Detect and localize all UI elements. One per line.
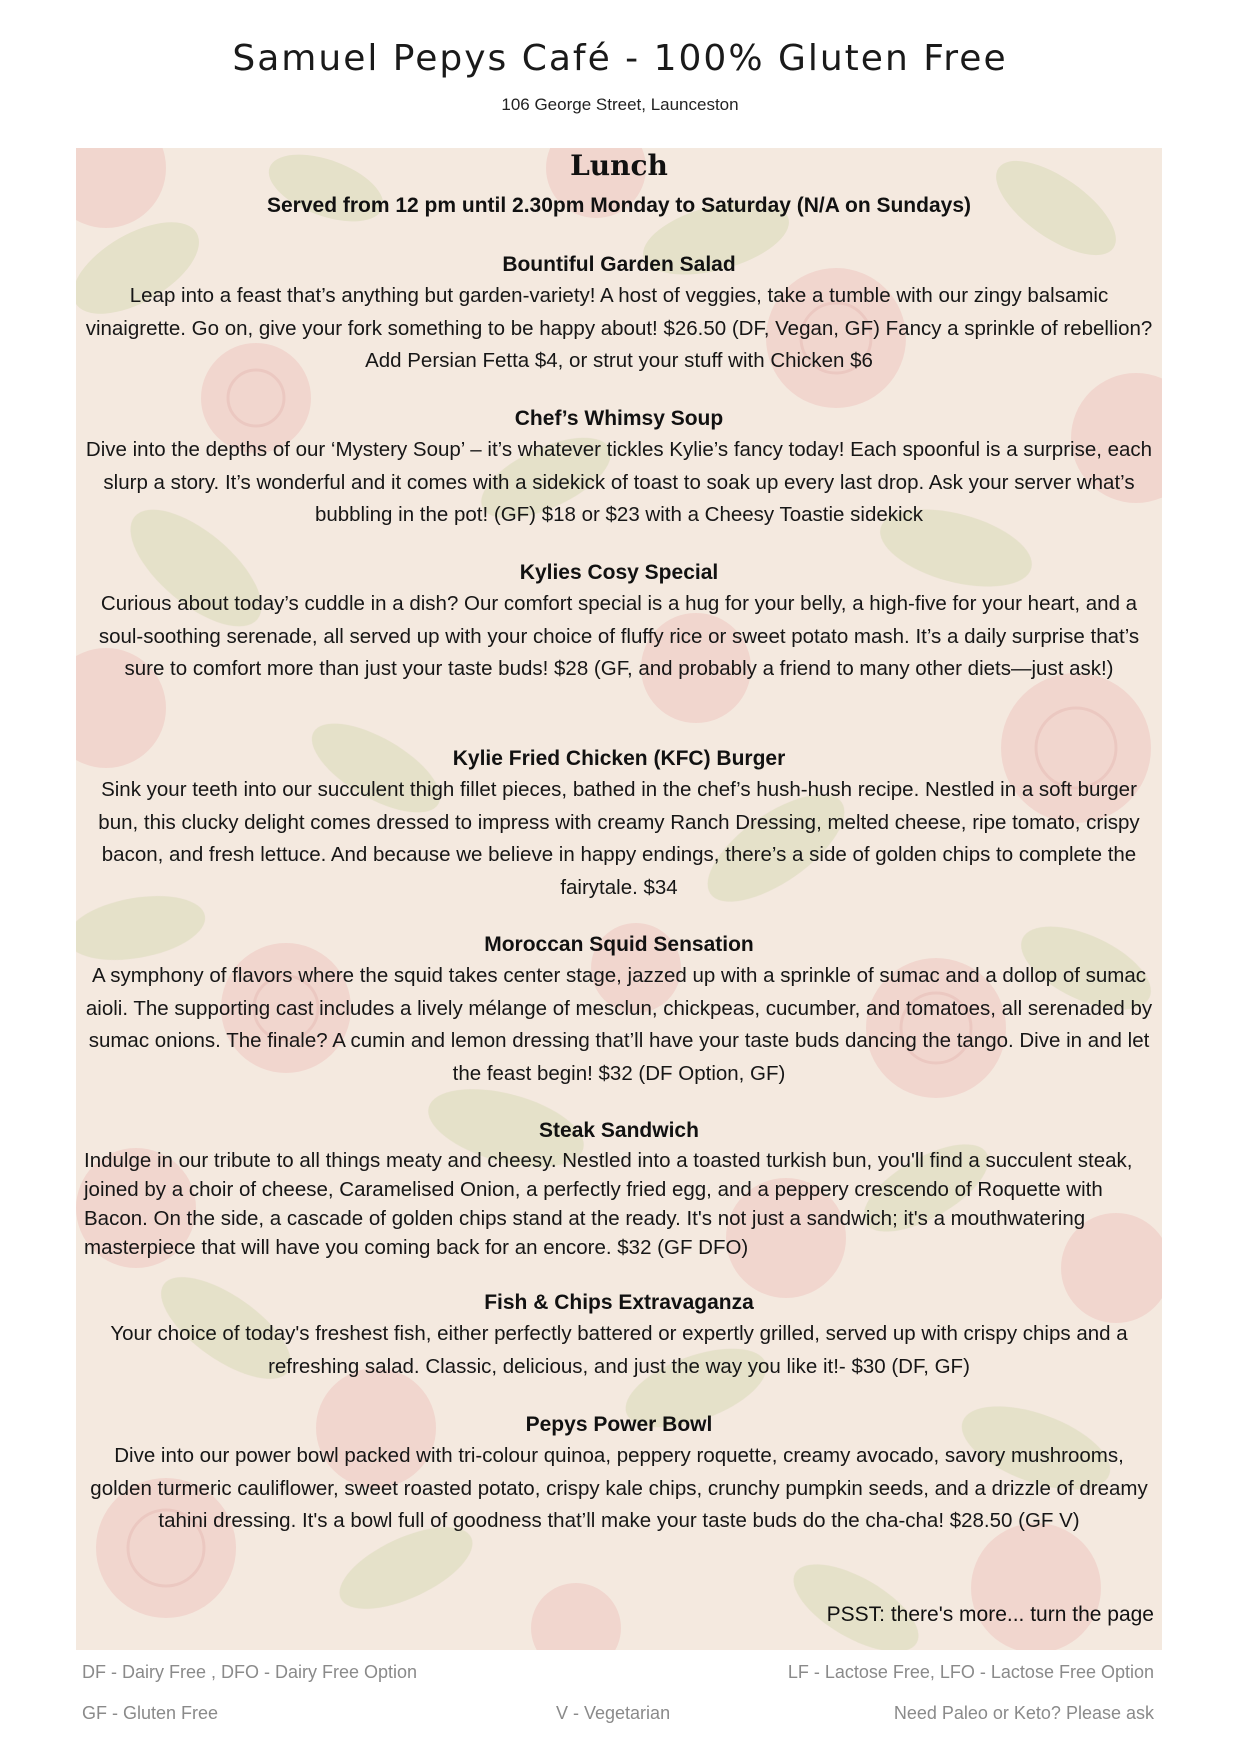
menu-item-description: Leap into a feast that’s anything but garden-variety! A host of veggies, take a tumble with our zingy balsamic vinaigrette. Go on, give your fork something to be happy about! $26.50 (DF, Vegan, GF) Fancy a sprinkle of rebellion? Add Persian Fetta $4, or strut your stuff with Chicken $6 (85, 284, 1153, 372)
legend-vegetarian: V - Vegetarian (556, 1703, 671, 1723)
cafe-address: 106 George Street, Launceston (501, 95, 739, 114)
legend-lactose-free: LF - Lactose Free, LFO - Lactose Free Option (787, 1662, 1154, 1682)
menu-item-description: Your choice of today's freshest fish, either perfectly battered or expertly grilled, served up with crispy chips and a refreshing salad. Classic, delicious, and just the way you like it!- $30 (DF, GF) (110, 1322, 1128, 1378)
menu-item (84, 558, 1154, 686)
menu-content (76, 148, 1162, 1650)
menu-item (84, 744, 1154, 904)
legend-gluten-free: GF - Gluten Free (82, 1703, 219, 1723)
menu-item-description: Dive into the depths of our ‘Mystery Soup’ – it’s whatever tickles Kylie’s fancy today! Each spoonful is a surprise, each slurp a story. It’s wonderful and it comes with a sidekick of toast to soak up every last drop. Ask your server what’s bubbling in the pot! (GF) $18 or $23 with a Cheesy Toastie sidekick (85, 438, 1153, 526)
menu-item-description: Dive into our power bowl packed with tri-colour quinoa, peppery roquette, creamy avocado, savory mushrooms, golden turmeric cauliflower, sweet roasted potato, crispy kale chips, crunchy pumpkin seeds, and a drizzle of dreamy tahini dressing. It's a bowl full of goodness that’ll make your taste buds do the cha-cha! $28.50 (GF V) (90, 1444, 1148, 1532)
menu-item-name: Chef’s Whimsy Soup (514, 407, 724, 430)
menu-item-name: Kylie Fried Chicken (KFC) Burger (452, 747, 786, 770)
menu-item-name: Pepys Power Bowl (525, 1413, 713, 1436)
menu-item-description: Sink your teeth into our succulent thigh fillet pieces, bathed in the chef’s hush-hush recipe. Nestled in a soft burger bun, this clucky delight comes dressed to impress with creamy Ranch Dressing, melted cheese, ripe tomato, crispy bacon, and fresh lettuce. And because we believe in happy endings, there’s a side of golden chips to complete the fairytale. $34 (98, 778, 1140, 899)
menu-item-name: Steak Sandwich (539, 1119, 699, 1142)
menu-item (84, 930, 1154, 1090)
menu-item (84, 1116, 1154, 1262)
menu-item (84, 404, 1154, 532)
page-title: Samuel Pepys Café - 100% Gluten Free (232, 38, 1008, 79)
menu-item-name: Fish & Chips Extravaganza (484, 1291, 754, 1314)
menu-item-description: A symphony of flavors where the squid takes center stage, jazzed up with a sprinkle of sumac and a dollop of sumac aioli. The supporting cast includes a lively mélange of mesclun, chickpeas, cucumber, and tomatoes, all serenaded by sumac onions. The finale? A cumin and lemon dressing that’ll have your taste buds dancing the tango. Dive in and let the feast begin! $32 (DF Option, GF) (85, 964, 1153, 1085)
turn-page-note: PSST: there's more... turn the page (826, 1603, 1154, 1626)
menu-panel (76, 148, 1162, 1650)
menu-item-name: Kylies Cosy Special (519, 561, 719, 584)
service-hours: Served from 12 pm until 2.30pm Monday to Saturday (N/A on Sundays) (266, 194, 971, 217)
menu-item-description: Curious about today’s cuddle in a dish? Our comfort special is a hug for your belly, a high-five for your heart, and a soul-soothing serenade, all served up with your choice of fluffy rice or sweet potato mash. It’s a daily surprise that’s sure to comfort more than just your taste buds! $28 (GF, and probably a friend to many other diets—just ask!) (98, 592, 1140, 680)
menu-item (84, 1410, 1154, 1538)
legend-paleo-keto: Need Paleo or Keto? Please ask (893, 1703, 1154, 1723)
menu-item-description: Indulge in our tribute to all things meaty and cheesy. Nestled into a toasted turkish bun, you'll find a succulent steak, joined by a choir of cheese, Caramelised Onion, a perfectly fried egg, and a peppery crescendo of Roquette with Bacon. On the side, a cascade of golden chips stand at the ready. It's not just a sandwich; it's a mouthwatering masterpiece that will have you coming back for an encore. $32 (GF DFO) (84, 1149, 1133, 1259)
menu-item-name: Bountiful Garden Salad (502, 253, 736, 276)
menu-item-name: Moroccan Squid Sensation (484, 933, 754, 956)
menu-item (84, 1288, 1154, 1383)
section-heading: Lunch (570, 149, 668, 182)
menu-item (84, 250, 1154, 378)
legend-dairy-free: DF - Dairy Free , DFO - Dairy Free Option (82, 1662, 418, 1682)
